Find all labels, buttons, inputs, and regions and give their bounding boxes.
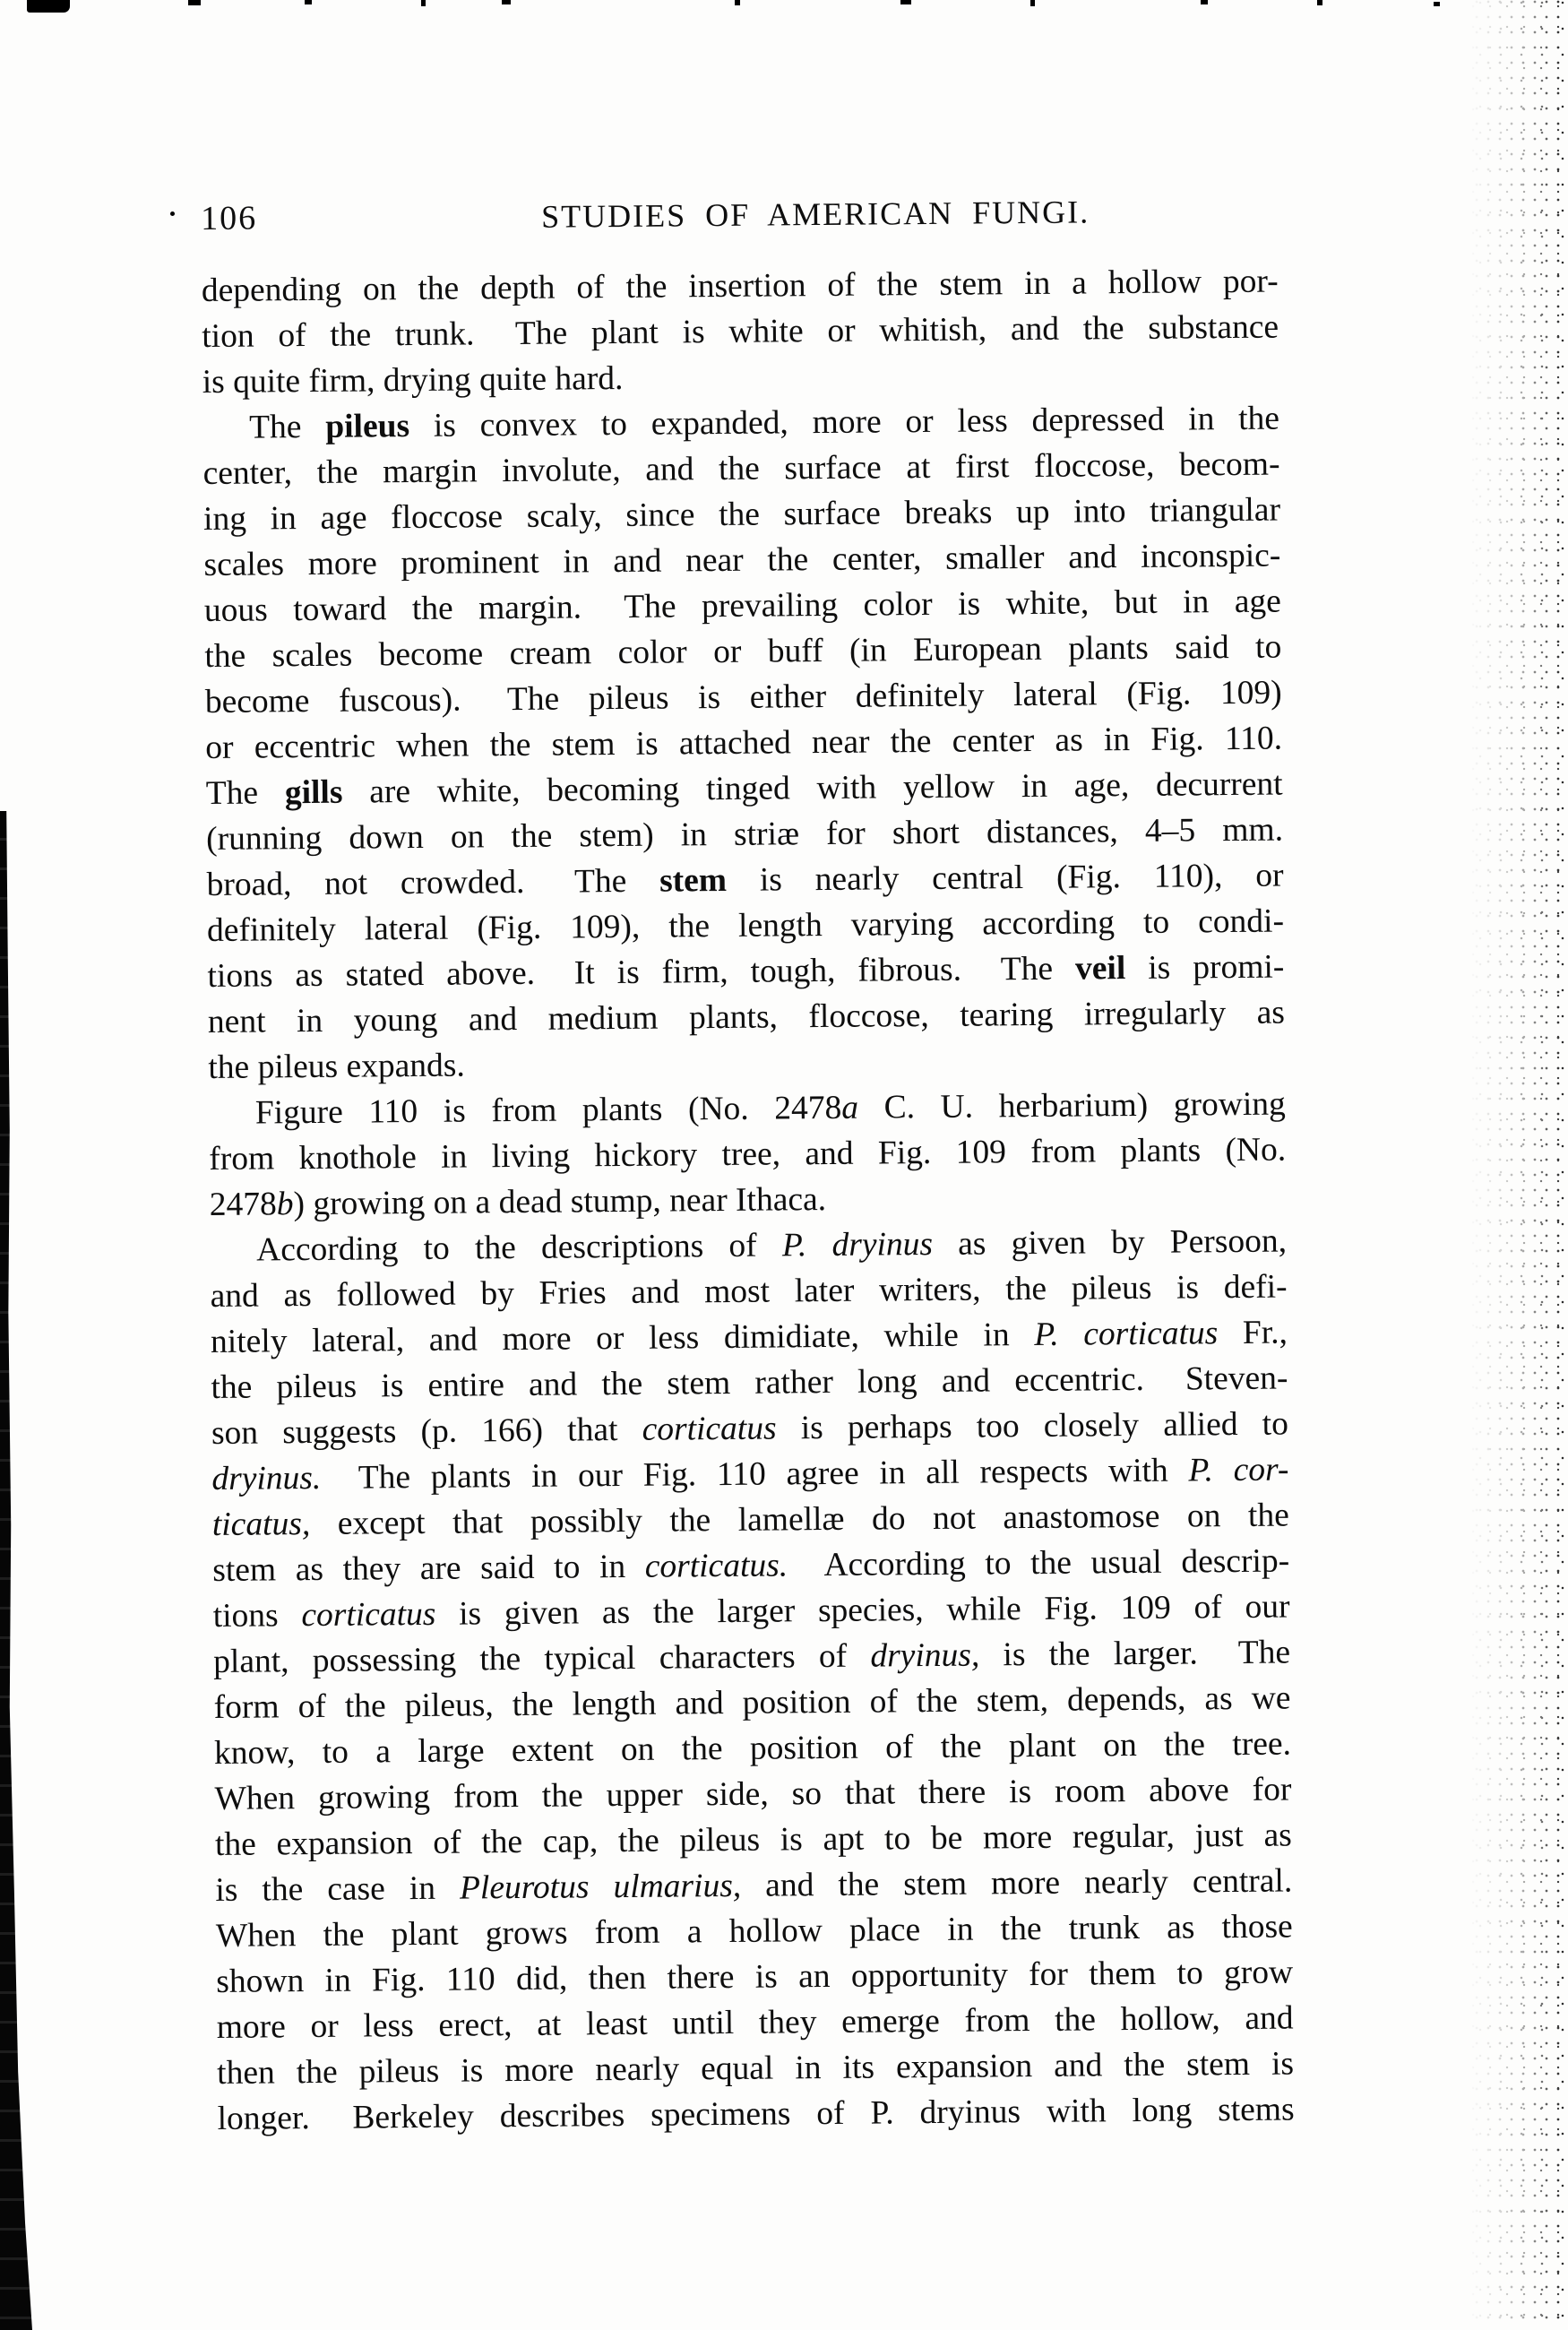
- text-line: scales more prominent in and near the center, smaller and inconspic-: [203, 537, 1281, 584]
- text-line: ticatus, except that possibly the lamellæ do not anastomose on the: [211, 1497, 1289, 1543]
- text-line: or eccentric when the stem is attached near the center as in Fig. 110.: [205, 720, 1283, 767]
- text-line: is the case in Pleurotus ulmarius, and the stem more nearly central.: [215, 1862, 1293, 1909]
- scan-speck: [27, 0, 70, 13]
- text-line: broad, not crowded. The stem is nearly central (Fig. 110), or: [206, 857, 1284, 904]
- text-line: According to the descriptions of P. dryinus as given by Persoon,: [256, 1222, 1288, 1269]
- scan-speck: [188, 0, 201, 5]
- text-line: When growing from the upper side, so that there is room above for: [214, 1771, 1292, 1817]
- paragraph: [210, 1219, 1295, 2142]
- text-line: When the plant grows from a hollow place in the trunk as those: [215, 1908, 1293, 1955]
- scan-speck: [305, 0, 312, 4]
- text-line: depending on the depth of the insertion of the stem in a hollow por-: [201, 263, 1279, 310]
- scan-speck: [502, 0, 511, 4]
- scan-speck: [421, 0, 426, 6]
- page-number: 106: [200, 199, 258, 238]
- text-line: Figure 110 is from plants (No. 2478a C. U. herbarium) growing: [254, 1085, 1286, 1132]
- text-line: son suggests (p. 166) that corticatus is perhaps too closely allied to: [211, 1405, 1289, 1453]
- scan-speck: [1030, 0, 1035, 6]
- scan-speck: [1201, 0, 1208, 4]
- text-line: tion of the trunk. The plant is white or whitish, and the substance: [202, 308, 1279, 356]
- text-line: stem as they are said to in corticatus. According to the usual descrip-: [212, 1542, 1290, 1589]
- text-line: from knothole in living hickory tree, and Fig. 109 from plants (No.: [209, 1131, 1287, 1178]
- text-line: the scales become cream color or buff (in European plants said to: [204, 628, 1282, 676]
- page-edge-noise: [1452, 0, 1568, 2330]
- paragraph: [209, 1082, 1287, 1228]
- scan-speck: [1434, 2, 1440, 6]
- text-line: know, to a large extent on the position of the plant on the tree.: [213, 1725, 1292, 1772]
- paragraph: [202, 396, 1286, 1091]
- text-block: [202, 259, 1295, 2142]
- text-line: is quite firm, drying quite hard.: [202, 359, 624, 401]
- text-line: The pileus is convex to expanded, more or less depressed in the: [248, 400, 1280, 446]
- text-line: and as followed by Fries and most later writers, the pileus is defi-: [210, 1268, 1288, 1316]
- text-line: form of the pileus, the length and position of the stem, depends, as we: [213, 1679, 1291, 1726]
- text-line: The gills are white, becoming tinged with yellow in age, decurrent: [205, 765, 1283, 813]
- scan-speck: [1317, 0, 1322, 5]
- text-line: ing in age floccose scaly, since the surface breaks up into triangular: [202, 491, 1281, 539]
- running-header-title: STUDIES OF AMERICAN FUNGI.: [540, 194, 1090, 235]
- text-line: plant, possessing the typical characters of dryinus, is the larger. The: [213, 1634, 1291, 1680]
- scan-speck: [735, 0, 740, 5]
- paragraph: [202, 259, 1279, 405]
- text-line: the expansion of the cap, the pileus is apt to be more regular, just as: [214, 1817, 1292, 1863]
- text-line: longer. Berkeley describes specimens of P. dryinus with long stems: [217, 2091, 1295, 2137]
- text-line: uous toward the margin. The prevailing color is white, but in age: [203, 582, 1282, 630]
- text-line: 2478b) growing on a dead stump, near Ithaca.: [209, 1181, 827, 1224]
- text-line: nitely lateral, and more or less dimidiate, while in P. corticatus Fr.,: [210, 1314, 1288, 1361]
- text-line: dryinus. The plants in our Fig. 110 agree in all respects with P. cor-: [211, 1451, 1289, 1497]
- text-line: tions corticatus is given as the larger species, while Fig. 109 of our: [212, 1588, 1290, 1635]
- text-line: the pileus expands.: [208, 1047, 465, 1087]
- text-line: then the pileus is more nearly equal in its expansion and the stem is: [217, 2045, 1295, 2092]
- text-line: become fuscous). The pileus is either definitely lateral (Fig. 109): [204, 674, 1282, 721]
- text-line: center, the margin involute, and the surface at first floccose, becom-: [202, 445, 1280, 493]
- text-line: shown in Fig. 110 did, then there is an opportunity for them to grow: [216, 1954, 1294, 2000]
- text-line: definitely lateral (Fig. 109), the length varying according to condi-: [206, 902, 1285, 950]
- text-line: (running down on the stem) in striæ for short distances, 4–5 mm.: [206, 811, 1284, 859]
- text-line: more or less erect, at least until they emerge from the hollow, and: [216, 1999, 1294, 2046]
- scan-speck: [170, 211, 175, 216]
- text-line: tions as stated above. It is firm, tough, fibrous. The veil is promi-: [207, 948, 1285, 996]
- scan-speck: [900, 0, 911, 4]
- text-line: nent in young and medium plants, floccose, tearing irregularly as: [207, 994, 1286, 1041]
- text-line: the pileus is entire and the stem rather long and eccentric. Steven-: [211, 1359, 1288, 1407]
